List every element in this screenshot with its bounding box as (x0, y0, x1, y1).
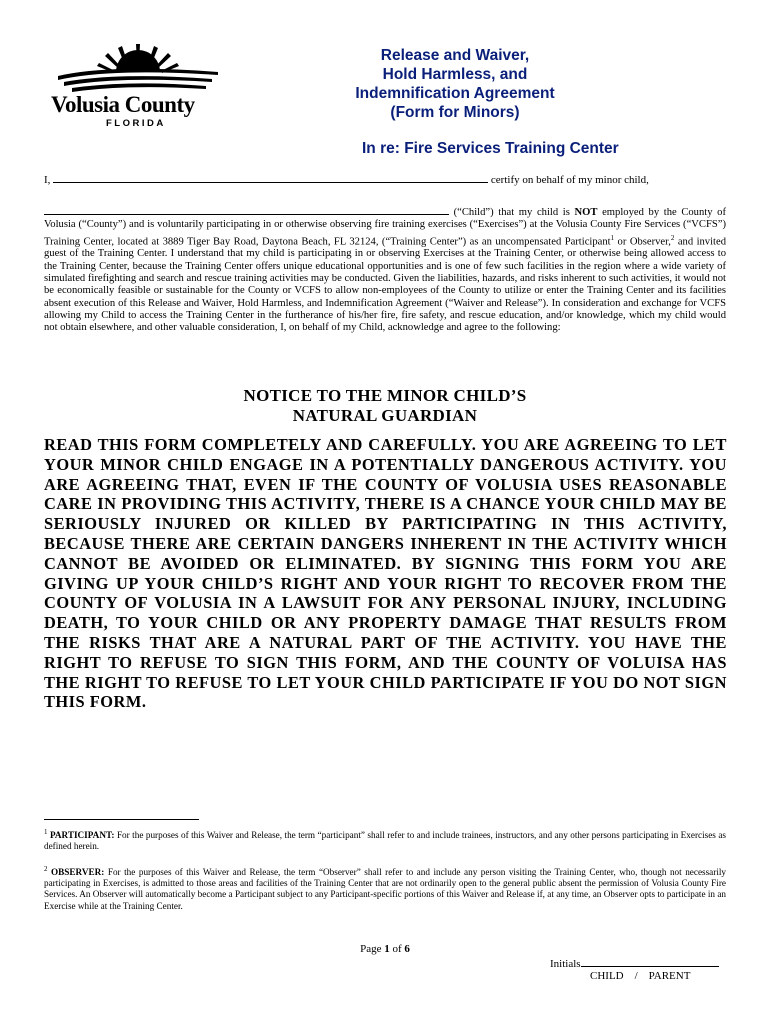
certify-text: certify on behalf of my minor child, (490, 174, 649, 186)
in-re-heading: In re: Fire Services Training Center (362, 140, 619, 157)
title-line-2: Hold Harmless, and (382, 66, 528, 83)
page-current: 1 (384, 943, 390, 955)
child-name-field[interactable] (44, 204, 449, 215)
intro-text-2: or Observer, (617, 236, 671, 248)
footnote-2-term: OBSERVER: (51, 867, 105, 878)
page-prefix: Page (360, 943, 382, 955)
initials-line (550, 956, 719, 970)
initials-field[interactable] (581, 956, 719, 967)
county-logo (50, 42, 220, 128)
child-label: (“Child”) that my child is (453, 207, 570, 218)
footnote-ref-2: 2 (670, 233, 675, 242)
footnote-1-text: For the purposes of this Waiver and Release, the term “participant” shall refer to and include trainees, instructors, and any other persons participating in Exercises as defined herein. (44, 830, 726, 852)
title-line-4: (Form for Minors) (390, 104, 520, 121)
initials-label: Initials (550, 958, 581, 970)
logo-wordmark: Volusia County (51, 92, 195, 117)
footnote-1-term: PARTICIPANT: (49, 830, 115, 841)
guardian-name-field[interactable] (53, 172, 488, 183)
i-label: I, (44, 174, 51, 186)
footnote-2-mark: 2 (44, 865, 48, 873)
notice-body: READ THIS FORM COMPLETELY AND CAREFULLY. YOU ARE AGREEING TO LET YOUR MINOR CHILD ENGAGE IN A POTENTIALLY DANGEROUS ACTIVITY. YOU ARE AGREEING THAT, EVEN IF THE COUNTY OF VOLUSIA USES REASONABLE CARE IN PROVIDING THIS ACTIVITY, THERE IS A CHANCE YOUR CHILD MAY BE SERIOUSLY INJURED OR KILLED BY PARTICIPATING IN THIS ACTIVITY, BECAUSE THERE ARE CERTAIN DANGERS INHERENT IN THE ACTIVITY WHICH CANNOT BE AVOIDED OR ELIMINATED. BY SIGNING THIS FORM YOU ARE GIVING UP YOUR CHILD’S RIGHT AND YOUR RIGHT TO RECOVER FROM THE COUNTY OF VOLUSIA IN A LAWSUIT FOR ANY PERSONAL INJURY, INCLUDING DEATH, TO YOUR CHILD OR ANY PROPERTY DAMAGE THAT RESULTS FROM THE RISKS THAT ARE A NATURAL PART OF THE ACTIVITY. YOU HAVE THE RIGHT TO REFUSE TO SIGN THIS FORM, AND THE COUNTY OF VOLUISA HAS THE RIGHT TO REFUSE TO LET YOUR CHILD PARTICIPATE IF YOU DO NOT SIGN THIS FORM. (44, 435, 727, 712)
notice-heading-line-2: NATURAL GUARDIAN (292, 406, 478, 425)
guardian-name-line (44, 172, 724, 186)
footnote-divider (44, 819, 199, 820)
intro-text-1: employed by the County of Volusia (“County”) and is voluntarily participating in or otherwise observing fire training exercises (“Exercises”) at the Volusia County Fire Services (“VCFS”) Training Center, located at 3889 Tiger Bay Road, Daytona Beach, FL 32124, (“Training Center”) as an uncompensated Participant (44, 207, 726, 248)
child-parent-label: CHILD / PARENT (590, 970, 691, 982)
page-total: 6 (404, 943, 410, 955)
title-line-1: Release and Waiver, (380, 47, 530, 64)
page-number (0, 943, 770, 955)
notice-heading-line-1: NOTICE TO THE MINOR CHILD’S (243, 386, 527, 405)
not-emphasis: NOT (574, 207, 598, 218)
notice-heading (150, 386, 620, 426)
footnote-ref-1: 1 (610, 233, 615, 242)
title-line-3: Indemnification Agreement (355, 85, 555, 102)
intro-paragraph (44, 204, 726, 335)
page-of: of (392, 943, 402, 955)
logo-state: FLORIDA (106, 118, 166, 129)
intro-text-3: and invited guest of the Training Center. I understand that my child is participating in or observing Exercises at the Training Center, or otherwise being allowed access to the Training Center, because the Training Center offers unique educational opportunities and is one of few such facilities in the region where a wide variety of simulated firefighting and search and rescue training activities may be conducted. Given the liabilities, hazards, and risks inherent to such activities, it would not be economically feasible or sustainable for the County or VCFS to allow non-employees of the County to utilize or enter the Training Center and its facilities absent execution of this Release and Waiver, Hold Harmless, and Indemnification Agreement (“Waiver and Release”). In consideration and exchange for VCFS allowing my Child to access the Training Center in the furtherance of his/her fire, fire safety, and rescue education, and/or knowledge, which my child would not obtain elsewhere, and other valuable consideration, I, on behalf of my Child, acknowledge and agree to the following: (44, 236, 726, 334)
footnote-1-mark: 1 (44, 828, 48, 836)
document-title (330, 46, 580, 122)
footnote-2-text: For the purposes of this Waiver and Release, the term “Observer” shall refer to and include any person visiting the Training Center, who, though not necessarily participating in Exercises, is admitted to those areas and facilities of the Training Center that are not ordinarily open to the general public absent the permission of Volusia County Fire Services. An Observer will automatically become a Participant subject to any Participant-specific portions of this Waiver and Release if, at any time, an Observer opts to participate in an Exercise while at the Training Center. (44, 867, 727, 911)
footnote-1 (44, 827, 726, 852)
footnote-2 (44, 864, 726, 912)
